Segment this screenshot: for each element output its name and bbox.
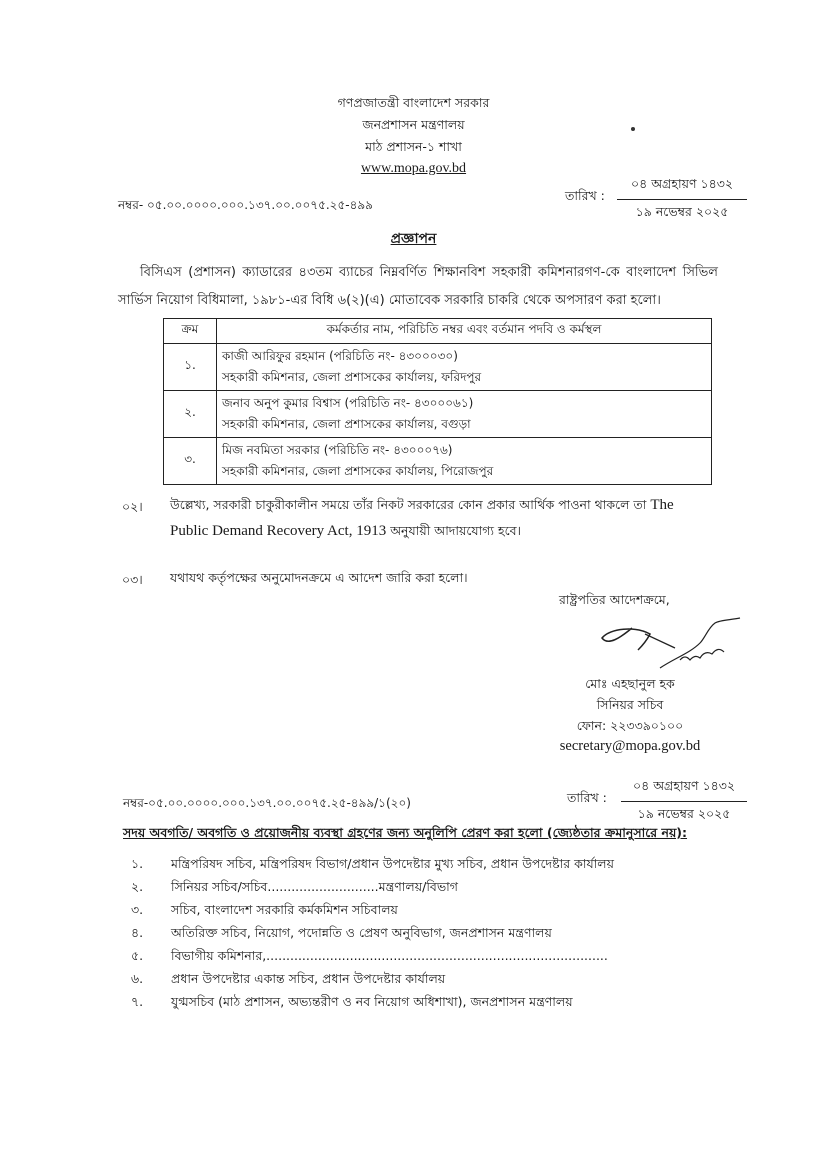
cc-number: ৪. <box>131 925 144 940</box>
cc-text: অতিরিক্ত সচিব, নিয়োগ, পদোন্নতি ও প্রেষণ অনুবিভাগ, জনপ্রশাসন মন্ত্রণালয় <box>171 925 552 940</box>
signatory-designation: সিনিয়র সচিব <box>596 697 664 712</box>
clause-text-line2 <box>170 523 521 543</box>
clause-text-part: অনুযায়ী আদায়যোগ্য হবে। <box>390 523 522 538</box>
govt-name: গণপ্রজাতন্ত্রী বাংলাদেশ সরকার <box>337 95 490 110</box>
table-header-row <box>164 319 712 344</box>
row-info <box>217 438 712 485</box>
cc-list <box>131 856 614 1017</box>
cc-text: সচিব, বাংলাদেশ সরকারি কর্মকমিশন সচিবালয় <box>171 902 398 917</box>
cc-text: বিভাগীয় কমিশনার,...................................................................................... <box>171 948 608 963</box>
row-info <box>217 391 712 438</box>
clause-text-part: উল্লেখ্য, সরকারী চাকুরীকালীন সময়ে তাঁর নিকট সরকারের কোন প্রকার আর্থিক পাওনা থাকলে তা <box>170 497 647 512</box>
cc-number: ৩. <box>131 902 144 917</box>
officer-name: জনাব অনুপ কুমার বিশ্বাস (পরিচিতি নং- ৪৩০০০৬১) <box>222 396 474 410</box>
section-name: মাঠ প্রশাসন-১ শাখা <box>365 139 462 154</box>
list-item <box>131 856 614 879</box>
list-item <box>131 948 614 971</box>
signatory-phone: ফোন: ২২৩৩৯০১০০ <box>576 718 684 733</box>
row-info <box>217 344 712 391</box>
date-label: তারিখ : <box>565 188 605 203</box>
memo2-date-block <box>621 778 747 826</box>
cc-number: ৬. <box>131 971 144 986</box>
table-row <box>164 391 712 438</box>
officer-post: সহকারী কমিশনার, জেলা প্রশাসকের কার্যালয়, ফরিদপুর <box>222 370 482 384</box>
memo2-date-english: ১৯ নভেম্বর ২০২৫ <box>637 806 731 821</box>
signatory-email[interactable]: secretary@mopa.gov.bd <box>559 738 701 754</box>
memo-number: নম্বর- ০৫.০০.০০০০.০০০.১৩৭.০০.০০৭৫.২৫-৪৯৯ <box>118 198 373 212</box>
list-item <box>131 994 614 1017</box>
letterhead <box>0 92 827 180</box>
cc-number: ৫. <box>131 948 144 963</box>
cc-text: যুগ্মসচিব (মাঠ প্রশাসন, অভ্যন্তরীণ ও নব নিয়োগ অধিশাখা), জনপ্রশাসন মন্ত্রণালয় <box>171 994 573 1009</box>
cc-text: সিনিয়র সচিব/সচিব............................মন্ত্রণালয়/বিভাগ <box>171 879 458 894</box>
date-english: ১৯ নভেম্বর ২০২৫ <box>635 204 729 219</box>
column-header-serial: ক্রম <box>164 319 217 344</box>
list-item <box>131 879 614 902</box>
list-item <box>131 902 614 925</box>
website-link[interactable]: www.mopa.gov.bd <box>360 161 467 176</box>
list-item <box>131 925 614 948</box>
officer-name: মিজ নবমিতা সরকার (পরিচিতি নং- ৪৩০০০৭৬) <box>222 443 453 457</box>
date-bangla: ০৪ অগ্রহায়ণ ১৪৩২ <box>617 176 747 200</box>
clause-text: যথাযথ কর্তৃপক্ষের অনুমোদনক্রমে এ আদেশ জারি করা হলো। <box>170 570 468 585</box>
date-block <box>617 176 747 224</box>
cc-number: ৭. <box>131 994 144 1009</box>
signature-image <box>580 598 750 678</box>
intro-paragraph: বিসিএস (প্রশাসন) ক্যাডারের ৪৩তম ব্যাচের নিম্নবর্ণিত শিক্ষানবিশ সহকারী কমিশনারগণ-কে বাংলাদেশ সিভিল সার্ভিস নিয়োগ বিধিমালা, ১৯৮১-এর বিধি ৬(২)(এ) মোতাবেক সরকারি চাকরি থেকে অপসারণ করা হলো। <box>118 265 718 308</box>
memo2-date-bangla: ০৪ অগ্রহায়ণ ১৪৩২ <box>621 778 747 802</box>
signatory-name: মোঃ এহছানুল হক <box>585 676 675 691</box>
row-serial: ১. <box>164 344 217 391</box>
clause-text <box>170 497 674 517</box>
cc-text: প্রধান উপদেষ্টার একান্ত সচিব, প্রধান উপদেষ্টার কার্যালয় <box>171 971 446 986</box>
table-row <box>164 438 712 485</box>
clause-number: ০৩। <box>122 572 143 587</box>
cc-number: ১. <box>131 856 144 871</box>
cc-heading: সদয় অবগতি/ অবগতি ও প্রয়োজনীয় ব্যবস্থা গ্রহণের জন্য অনুলিপি প্রেরণ করা হলো (জ্যেষ্ঠতার ক্রমানুসারে নয়): <box>123 825 688 840</box>
officer-post: সহকারী কমিশনার, জেলা প্রশাসকের কার্যালয়, বগুড়া <box>222 417 471 431</box>
act-name-start: The <box>650 497 674 513</box>
page-title: প্রজ্ঞাপন <box>390 231 437 247</box>
act-name: Public Demand Recovery Act, 1913 <box>170 523 387 539</box>
ministry-name: জনপ্রশাসন মন্ত্রণালয় <box>362 117 465 132</box>
memo2-date-label: তারিখ : <box>567 790 607 805</box>
column-header-details: কর্মকর্তার নাম, পরিচিতি নম্বর এবং বর্তমান পদবি ও কর্মস্থল <box>217 319 712 344</box>
order-line: রাষ্ট্রপতির আদেশক্রমে, <box>559 592 670 607</box>
officers-table <box>163 318 712 485</box>
row-serial: ৩. <box>164 438 217 485</box>
cc-number: ২. <box>131 879 144 894</box>
cc-text: মন্ত্রিপরিষদ সচিব, মন্ত্রিপরিষদ বিভাগ/প্রধান উপদেষ্টার মুখ্য সচিব, প্রধান উপদেষ্টার কার্যালয় <box>171 856 614 871</box>
list-item <box>131 971 614 994</box>
memo2-number: নম্বর-০৫.০০.০০০০.০০০.১৩৭.০০.০০৭৫.২৫-৪৯৯/১(২০) <box>123 796 411 810</box>
stray-mark <box>631 127 635 131</box>
row-serial: ২. <box>164 391 217 438</box>
table-row <box>164 344 712 391</box>
clause-number: ০২। <box>122 499 143 514</box>
officer-name: কাজী আরিফুর রহমান (পরিচিতি নং- ৪৩০০০৩০) <box>222 349 458 363</box>
officer-post: সহকারী কমিশনার, জেলা প্রশাসকের কার্যালয়, পিরোজপুর <box>222 464 494 478</box>
